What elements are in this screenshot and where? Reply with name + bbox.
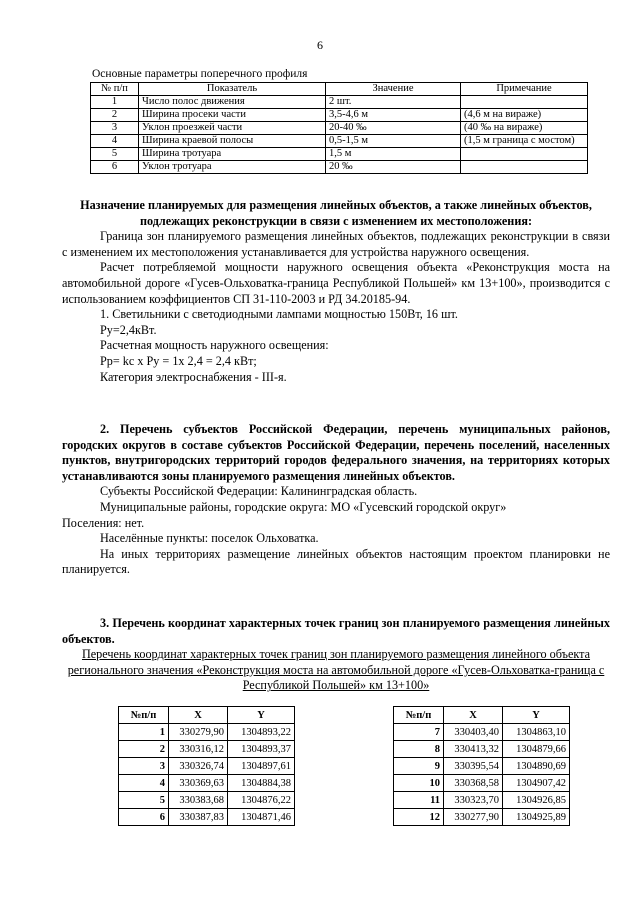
row-indicator: Уклон проезжей части: [139, 122, 326, 135]
header-num: № п/п: [91, 83, 139, 96]
row-indicator: Уклон тротуара: [139, 161, 326, 174]
section-1-line-2: Ру=2,4кВт.: [100, 322, 157, 337]
point-y: 1304893,22: [228, 724, 295, 741]
header-x: X: [169, 707, 228, 724]
point-x: 330368,58: [444, 775, 503, 792]
header-value: Значение: [326, 83, 461, 96]
row-indicator: Ширина краевой полосы: [139, 135, 326, 148]
section-2-line-2: Муниципальные районы, городские округа: МО «Гусевский городской округ»: [100, 499, 507, 514]
header-y: Y: [503, 707, 570, 724]
row-value: 2 шт.: [326, 96, 461, 109]
section-1-line-5: Категория электроснабжения - III-я.: [100, 369, 287, 384]
point-x: 330279,90: [169, 724, 228, 741]
section-1-line-4: Рр= kс х Ру = 1х 2,4 = 2,4 кВт;: [100, 353, 257, 368]
params-table: [90, 82, 588, 174]
params-row: [91, 148, 588, 161]
page-number: 6: [317, 38, 323, 52]
row-value: 20 ‰: [326, 161, 461, 174]
point-number: 1: [119, 724, 169, 741]
row-number: 2: [91, 109, 139, 122]
point-y: 1304871,46: [228, 809, 295, 826]
params-row: [91, 109, 588, 122]
section-2-line-4: Населённые пункты: поселок Ольховатка.: [100, 531, 319, 546]
point-x: 330383,68: [169, 792, 228, 809]
coords-row: [119, 724, 295, 741]
row-note: (4,6 м на вираже): [461, 109, 588, 122]
point-y: 1304925,89: [503, 809, 570, 826]
point-number: 10: [394, 775, 444, 792]
point-x: 330316,12: [169, 741, 228, 758]
params-row: [91, 161, 588, 174]
point-number: 11: [394, 792, 444, 809]
section-2-heading: 2. Перечень субъектов Российской Федерации, перечень муниципальных районов, городских округов в составе субъектов Российской Федерации, перечень поселений, населенных пунктов, внутригородских территорий городов федерального значения, на территориях которых устанавливаются зоны планируемого размещения линейных объектов.: [62, 422, 610, 483]
coords-row: [394, 758, 570, 775]
row-number: 4: [91, 135, 139, 148]
point-number: 9: [394, 758, 444, 775]
point-number: 12: [394, 809, 444, 826]
coords-table-left: [118, 706, 295, 826]
coords-table-right: [393, 706, 570, 826]
row-note: [461, 148, 588, 161]
row-note: (40 ‰ на вираже): [461, 122, 588, 135]
coords-row: [394, 724, 570, 741]
section-2-line-1: Субъекты Российской Федерации: Калининградская область.: [100, 484, 418, 499]
row-indicator: Ширина просеки части: [139, 109, 326, 122]
section-3-heading: 3. Перечень координат характерных точек границ зон планируемого размещения линейных объектов.: [62, 616, 610, 646]
point-y: 1304926,85: [503, 792, 570, 809]
header-y: Y: [228, 707, 295, 724]
section-1: [62, 198, 610, 385]
section-2-line-5: На иных территориях размещение линейных объектов настоящим проектом планировки не планируется.: [62, 546, 610, 577]
section-3: [62, 616, 610, 694]
point-number: 4: [119, 775, 169, 792]
coords-table-right-header: [394, 707, 570, 724]
row-value: 20-40 ‰: [326, 122, 461, 135]
row-value: 3,5-4,6 м: [326, 109, 461, 122]
point-x: 330323,70: [444, 792, 503, 809]
row-number: 6: [91, 161, 139, 174]
header-point: №п/п: [119, 707, 169, 724]
row-value: 1,5 м: [326, 148, 461, 161]
point-y: 1304893,37: [228, 741, 295, 758]
header-note: Примечание: [461, 83, 588, 96]
point-y: 1304876,22: [228, 792, 295, 809]
params-table-header: [91, 83, 588, 96]
row-value: 0,5-1,5 м: [326, 135, 461, 148]
point-y: 1304907,42: [503, 775, 570, 792]
point-y: 1304863,10: [503, 724, 570, 741]
coords-row: [119, 741, 295, 758]
header-indicator: Показатель: [139, 83, 326, 96]
row-indicator: Число полос движения: [139, 96, 326, 109]
row-number: 5: [91, 148, 139, 161]
coords-table-left-header: [119, 707, 295, 724]
section-2: [62, 422, 610, 578]
point-y: 1304884,38: [228, 775, 295, 792]
point-number: 3: [119, 758, 169, 775]
coords-row: [394, 775, 570, 792]
point-x: 330277,90: [444, 809, 503, 826]
point-x: 330395,54: [444, 758, 503, 775]
coords-row: [119, 809, 295, 826]
coords-row: [394, 792, 570, 809]
params-table-caption: Основные параметры поперечного профиля: [92, 68, 308, 80]
point-y: 1304897,61: [228, 758, 295, 775]
coords-row: [119, 758, 295, 775]
coords-row: [394, 741, 570, 758]
header-x: X: [444, 707, 503, 724]
point-number: 7: [394, 724, 444, 741]
coords-caption: Перечень координат характерных точек границ зон планируемого размещения линейного объекта регионального значения «Реконструкция моста на автомобильной дороге «Гусев-Ольховатка-граница с Республикой Польшей» км 13+100»: [67, 647, 605, 693]
section-2-line-3: Поселения: нет.: [62, 515, 145, 530]
section-1-heading: Назначение планируемых для размещения линейных объектов, а также линейных объектов, подлежащих реконструкции в связи с изменением их местоположения:: [80, 198, 592, 228]
point-number: 2: [119, 741, 169, 758]
row-note: [461, 96, 588, 109]
params-row: [91, 135, 588, 148]
header-point: №п/п: [394, 707, 444, 724]
point-number: 6: [119, 809, 169, 826]
params-row: [91, 122, 588, 135]
point-x: 330387,83: [169, 809, 228, 826]
point-number: 5: [119, 792, 169, 809]
section-1-paragraph-2: Расчет потребляемой мощности наружного освещения объекта «Реконструкция моста на автомобильной дороге «Гусев-Ольховатка-граница Республикой Польшей» км 13+100», производится с использованием коэффициентов СП 31-110-2003 и РД 34.20185-94.: [62, 260, 610, 306]
coords-row: [119, 792, 295, 809]
coords-row: [394, 809, 570, 826]
section-1-line-1: 1. Светильники с светодиодными лампами мощностью 150Вт, 16 шт.: [100, 307, 458, 322]
row-note: [461, 161, 588, 174]
point-x: 330369,63: [169, 775, 228, 792]
point-y: 1304890,69: [503, 758, 570, 775]
row-indicator: Ширина тротуара: [139, 148, 326, 161]
params-row: [91, 96, 588, 109]
coords-row: [119, 775, 295, 792]
row-number: 3: [91, 122, 139, 135]
row-note: (1,5 м граница с мостом): [461, 135, 588, 148]
section-1-paragraph-1: Граница зон планируемого размещения линейных объектов, подлежащих реконструкции в связи с изменением их местоположения устанавливается для устройства наружного освещения.: [62, 229, 610, 259]
point-number: 8: [394, 741, 444, 758]
point-x: 330413,32: [444, 741, 503, 758]
point-y: 1304879,66: [503, 741, 570, 758]
section-1-line-3: Расчетная мощность наружного освещения:: [100, 338, 329, 353]
point-x: 330403,40: [444, 724, 503, 741]
row-number: 1: [91, 96, 139, 109]
point-x: 330326,74: [169, 758, 228, 775]
